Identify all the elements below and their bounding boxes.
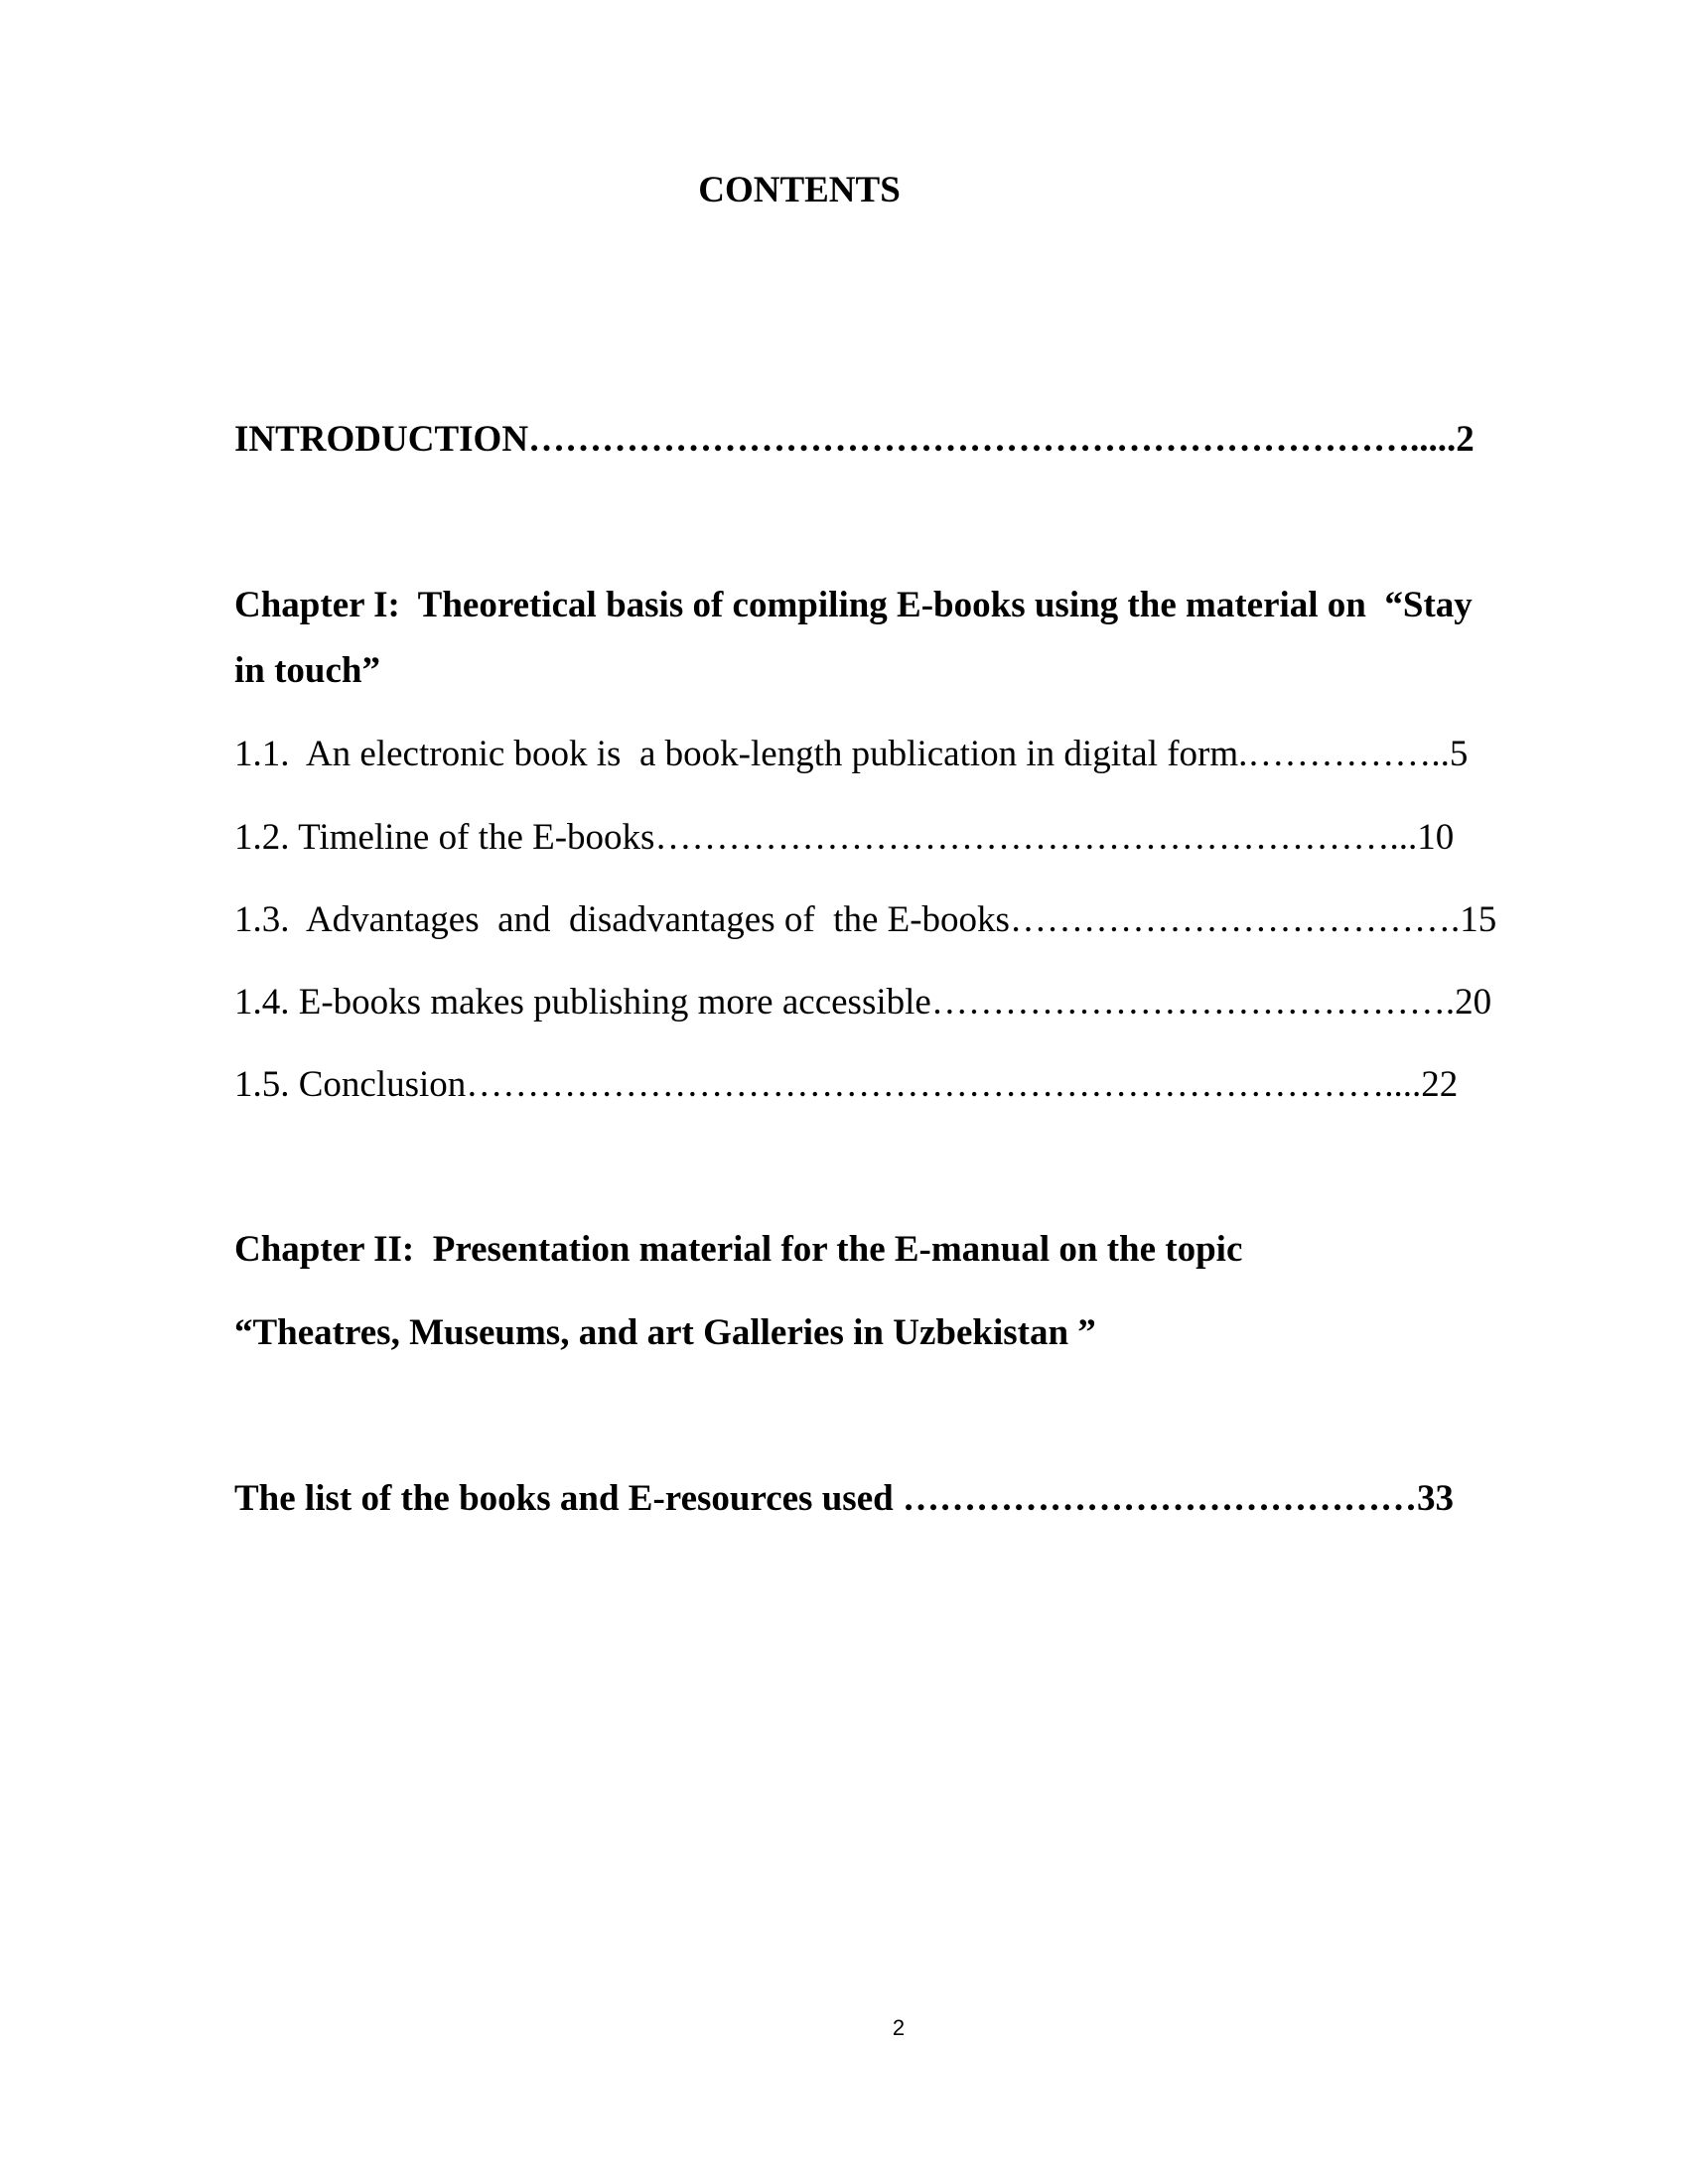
toc-entry-chapter-1-title-continued: in touch” xyxy=(234,650,381,691)
toc-entry-1-1: 1.1. An electronic book is a book-length publication in digital form.……………..5 xyxy=(234,734,1469,774)
toc-entry-references: The list of the books and E-resources used ……………………………………33 xyxy=(234,1478,1454,1519)
toc-entry-chapter-2-title-continued: “Theatres, Museums, and art Galleries in Uzbekistan ” xyxy=(234,1312,1096,1353)
toc-entry-1-3: 1.3. Advantages and disadvantages of the E-books……………………………….15 xyxy=(234,899,1497,940)
contents-heading: CONTENTS xyxy=(698,170,901,210)
toc-entry-introduction: INTRODUCTION……………………………………………………………….....2 xyxy=(234,419,1475,460)
toc-entry-chapter-1-title: Chapter I: Theoretical basis of compiling E-books using the material on “Stay xyxy=(234,585,1473,625)
toc-entry-1-2: 1.2. Timeline of the E-books……………………………………………………...10 xyxy=(234,817,1455,858)
page-number: 2 xyxy=(892,2015,906,2040)
toc-entry-1-4: 1.4. E-books makes publishing more accessible…………………………………….20 xyxy=(234,982,1492,1023)
toc-entry-chapter-2-title: Chapter II: Presentation material for the E-manual on the topic xyxy=(234,1229,1243,1270)
toc-entry-1-5: 1.5. Conclusion…………………………………………………………………....22 xyxy=(234,1064,1459,1105)
